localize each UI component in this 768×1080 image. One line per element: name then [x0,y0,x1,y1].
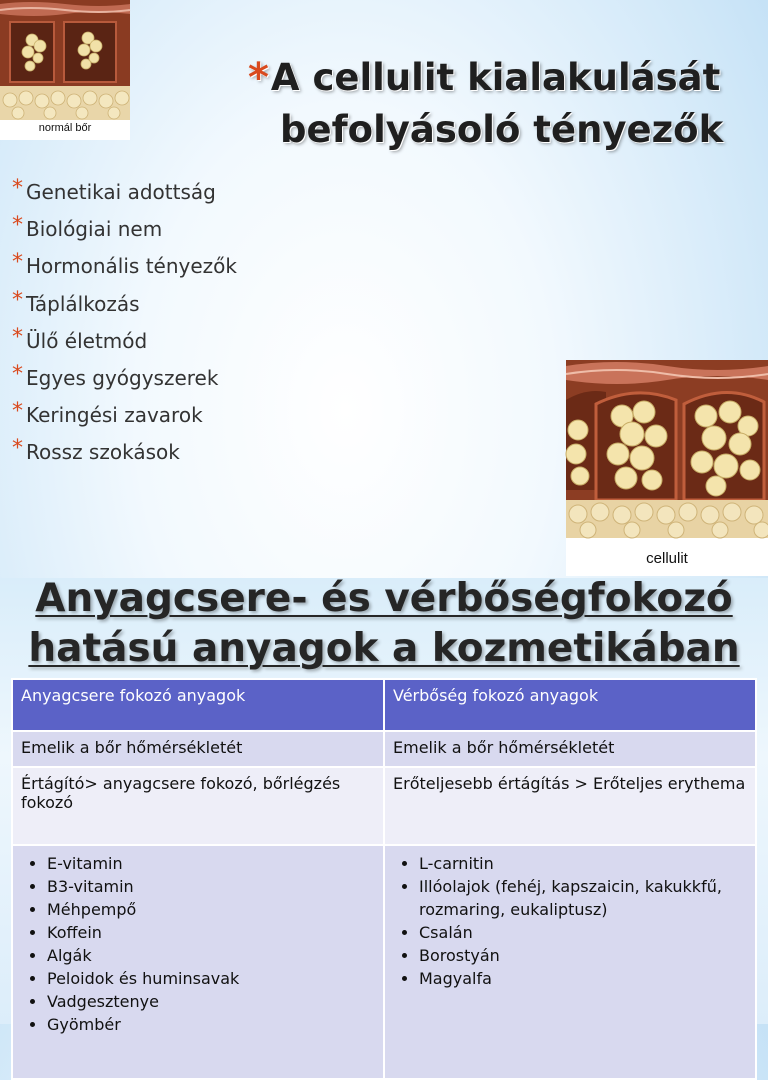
substances-table [11,678,757,1080]
bullet-star-icon: * [12,324,23,350]
bullet-text: Biológiai nem [26,217,163,242]
list-item: • Vadgesztenye [47,990,375,1013]
list-item [12,324,237,366]
slide2-title-line-1: Anyagcsere- és vérbőségfokozó [35,576,733,621]
list-item: • Illóolajok (fehéj, kapszaicin, kakukkfű, rozmaring, eukaliptusz) [419,875,747,921]
bullet-star-icon: * [12,176,23,201]
list-item [12,213,237,254]
bullet-text: Hormonális tényezők [26,254,237,279]
title-star-icon: * [248,55,269,101]
list-item: • Koffein [47,921,375,944]
list-item: • Magyalfa [419,967,747,990]
list-item: • L-carnitin [419,852,747,875]
header-metabolism: Anyagcsere fokozó anyagok [12,679,384,731]
bullet-text: Egyes gyógyszerek [26,365,219,390]
title-line-2: befolyásoló tényezők [280,108,724,151]
cellulite-skin-illustration [566,360,768,576]
bullet-star-icon: * [12,250,23,276]
list-item: • Borostyán [419,944,747,967]
factors-list [12,176,237,478]
cellulite-skin-caption: cellulit [646,550,688,567]
normal-skin-illustration [0,0,130,140]
bullet-star-icon: * [12,361,23,387]
list-item: • Csalán [419,921,747,944]
metabolism-substance-list [21,852,375,1036]
list-item [12,287,237,329]
list-item: • B3-vitamin [47,875,375,898]
bullet-star-icon: * [12,399,23,425]
cellulite-skin-image [566,360,768,538]
bullet-text: Ülő életmód [26,328,148,353]
list-item [12,250,237,291]
bullet-text: Genetikai adottság [26,180,216,204]
bullet-text: Rossz szokások [26,440,180,465]
list-item [12,361,237,403]
table-header-row [12,679,756,731]
table-row [12,731,756,767]
table-cell [384,845,756,1079]
bullet-star-icon: * [12,287,23,313]
table-cell: Értágító> anyagcsere fokozó, bőrlégzés fokozó [12,767,384,845]
normal-skin-image [0,0,130,120]
list-item: • Méhpempő [47,898,375,921]
list-item [12,399,237,440]
list-item [12,176,237,217]
table-cell [12,845,384,1079]
table-cell: Erőteljesebb értágítás > Erőteljes erythema [384,767,756,845]
slide2-title-line-2: hatású anyagok a kozmetikában [28,626,740,671]
bullet-text: Keringési zavarok [26,403,203,428]
slide1-title [248,52,748,156]
table-row [12,767,756,845]
list-item: • E-vitamin [47,852,375,875]
table-cell: Emelik a bőr hőmérsékletét [12,731,384,767]
slide-metabolism-substances [0,576,768,1034]
list-item [12,436,237,477]
normal-skin-caption: normál bőr [38,122,92,134]
slide2-title [0,574,768,674]
list-item: • Gyömbér [47,1013,375,1036]
bullet-star-icon: * [12,436,23,462]
table-cell: Emelik a bőr hőmérsékletét [384,731,756,767]
hyperemia-substance-list [393,852,747,990]
header-hyperemia: Vérbőség fokozó anyagok [384,679,756,731]
title-line-1: A cellulit kialakulását [270,56,721,99]
list-item: • Peloidok és huminsavak [47,967,375,990]
table-row [12,845,756,1079]
bullet-star-icon: * [12,213,23,239]
list-item: • Algák [47,944,375,967]
bullet-text: Táplálkozás [26,291,140,316]
